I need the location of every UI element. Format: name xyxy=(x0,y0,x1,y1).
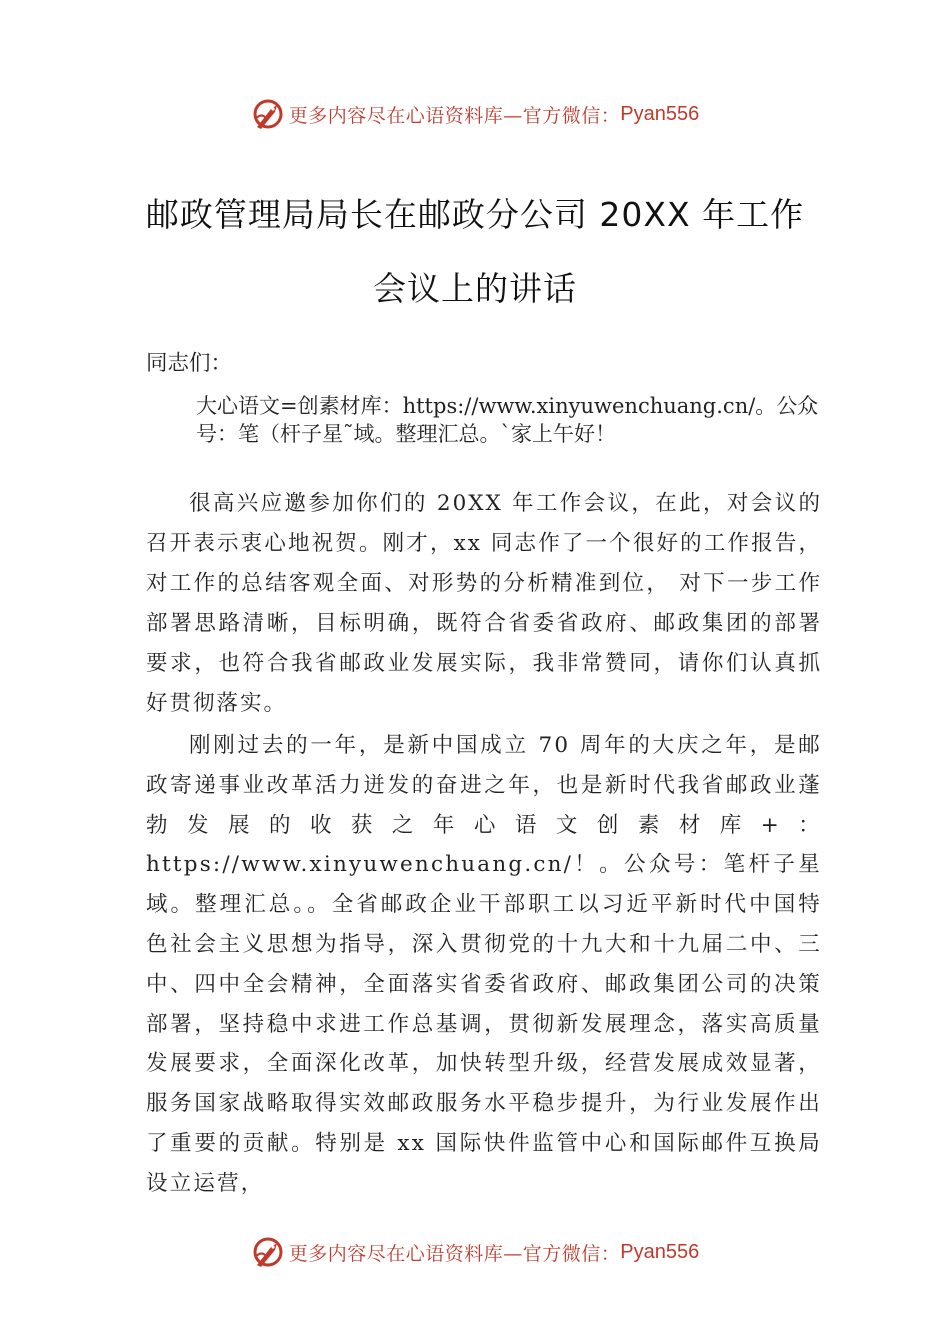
pen-nib-logo-icon xyxy=(251,1235,285,1269)
header-watermark-banner xyxy=(0,94,950,134)
body-paragraph-1: 很高兴应邀参加你们的 20XX 年工作会议，在此，对会议的召开表示衷心地祝贺。刚才，xx 同志作了一个很好的工作报告，对工作的总结客观全面、对形势的分析精准到位， 对下一步工作部署思路清晰，目标明确，既符合省委省政府、邮政集团的部署要求，也符合我省邮政业发展实际，我非常赞同，请你们认真抓好贯彻落实。 xyxy=(146,491,822,716)
body-paragraph-2: 刚刚过去的一年，是新中国成立 70 周年的大庆之年，是邮政寄递事业改革活力迸发的奋进之年，也是新时代我省邮政业蓬勃发展的收获之年心语文创素材库+：https://www.xinyuwenchuang.cn/！。公众号：笔杆子星域。整理汇总。。全省邮政企业干部职工以习近平新时代中国特色社会主义思想为指导，深入贯彻党的十九大和十九届二中、三中、四中全会精神，全面落实省委省政府、邮政集团公司的决策部署，坚持稳中求进工作总基调，贯彻新发展理念，落实高质量发展要求，全面深化改革，加快转型升级，经营发展成效显著，服务国家战略取得实效邮政服务水平稳步提升，为行业发展作出了重要的贡献。特别是 xx 国际快件监管中心和国际邮件互换局设立运营， xyxy=(146,733,822,1196)
document-title: 邮政管理局局长在邮政分公司 20XX 年工作会议上的讲话 xyxy=(145,195,805,308)
watermark-text: 更多内容尽在心语资料库—官方微信： xyxy=(288,1242,621,1265)
watermark-text: 更多内容尽在心语资料库—官方微信： xyxy=(288,104,621,127)
pen-nib-logo-icon xyxy=(251,97,285,131)
inserted-quote-line: 大心语文=创素材库：https://www.xinyuwenchuang.cn/。公众号：笔（杆子星˜域。整理汇总。`家上午好！ xyxy=(196,394,819,446)
watermark-wechat-id: Pyan556 xyxy=(620,1240,700,1263)
greeting: 同志们： xyxy=(146,351,233,376)
watermark-wechat-id: Pyan556 xyxy=(620,102,700,125)
footer-watermark-banner xyxy=(0,1232,950,1272)
